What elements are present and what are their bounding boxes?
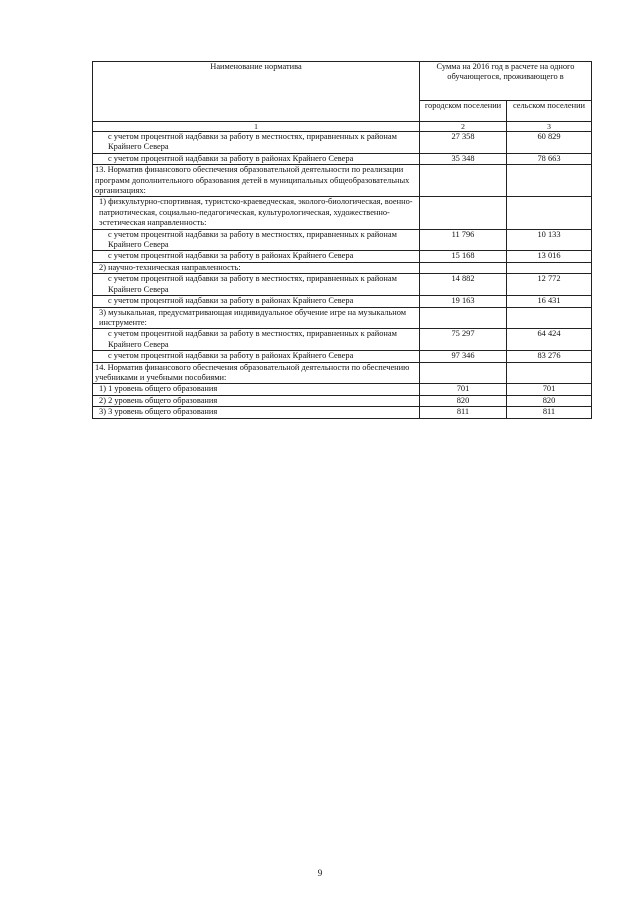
col-number-1: 1 [93,122,420,132]
row-urban-value: 35 348 [420,153,507,164]
row-urban-value: 75 297 [420,329,507,351]
norm-table [92,61,592,419]
row-label: с учетом процентной надбавки за работу в районах Крайнего Севера [93,251,420,262]
row-rural-value: 12 772 [507,274,592,296]
row-label: с учетом процентной надбавки за работу в районах Крайнего Севера [93,296,420,307]
header-urban: городском поселении [420,101,507,122]
row-urban-value [420,362,507,384]
row-urban-value: 14 882 [420,274,507,296]
table-row [93,197,592,229]
row-rural-value [507,165,592,197]
row-rural-value [507,307,592,329]
table-row [93,407,592,418]
header-sum-col: Сумма на 2016 год в расчете на одного обучающегося, проживающего в [420,62,592,101]
table-row [93,395,592,406]
table-row [93,132,592,154]
page-number: 9 [317,868,323,878]
row-rural-value [507,262,592,273]
column-number-row [93,122,592,132]
row-rural-value [507,197,592,229]
row-label: с учетом процентной надбавки за работу в местностях, приравненных к районам Крайнего Севера [93,329,420,351]
row-label: 1) физкультурно-спортивная, туристско-краеведческая, эколого-биологическая, военно-патриотическая, социально-педагогическая, культурологическая, художественно-эстетическая направленность: [93,197,420,229]
row-rural-value: 78 663 [507,153,592,164]
row-urban-value: 97 346 [420,351,507,362]
table-row [93,362,592,384]
table-row [93,251,592,262]
row-rural-value: 60 829 [507,132,592,154]
table-row [93,229,592,251]
header-row [93,62,592,101]
row-rural-value [507,362,592,384]
table-row [93,274,592,296]
table-row [93,384,592,395]
row-rural-value: 13 016 [507,251,592,262]
row-urban-value: 701 [420,384,507,395]
row-rural-value: 10 133 [507,229,592,251]
row-urban-value: 11 796 [420,229,507,251]
row-urban-value [420,262,507,273]
table-row [93,262,592,273]
row-label: 3) 3 уровень общего образования [93,407,420,418]
row-label: с учетом процентной надбавки за работу в местностях, приравненных к районам Крайнего Севера [93,274,420,296]
header-name-col: Наименование норматива [93,62,420,122]
row-urban-value: 820 [420,395,507,406]
table-row [93,165,592,197]
row-label: 1) 1 уровень общего образования [93,384,420,395]
row-label: с учетом процентной надбавки за работу в местностях, приравненных к районам Крайнего Севера [93,132,420,154]
row-rural-value: 820 [507,395,592,406]
row-urban-value: 19 163 [420,296,507,307]
row-rural-value: 83 276 [507,351,592,362]
col-number-2: 2 [420,122,507,132]
row-label: 14. Норматив финансового обеспечения образовательной деятельности по обеспечению учебниками и учебными пособиями: [93,362,420,384]
table-row [93,351,592,362]
row-rural-value: 701 [507,384,592,395]
row-urban-value [420,165,507,197]
row-label: 13. Норматив финансового обеспечения образовательной деятельности по реализации программ дополнительного образования детей в муниципальных общеобразовательных организациях: [93,165,420,197]
table-row [93,153,592,164]
row-label: с учетом процентной надбавки за работу в районах Крайнего Севера [93,351,420,362]
header-rural: сельском поселении [507,101,592,122]
row-urban-value [420,307,507,329]
row-label: с учетом процентной надбавки за работу в районах Крайнего Севера [93,153,420,164]
col-number-3: 3 [507,122,592,132]
row-rural-value: 811 [507,407,592,418]
row-urban-value [420,197,507,229]
row-urban-value: 15 168 [420,251,507,262]
table-row [93,296,592,307]
table-row [93,307,592,329]
row-urban-value: 811 [420,407,507,418]
row-label: 3) музыкальная, предусматривающая индивидуальное обучение игре на музыкальном инструменте: [93,307,420,329]
row-urban-value: 27 358 [420,132,507,154]
table-row [93,329,592,351]
row-rural-value: 16 431 [507,296,592,307]
row-label: 2) научно-техническая направленность: [93,262,420,273]
row-label: с учетом процентной надбавки за работу в местностях, приравненных к районам Крайнего Севера [93,229,420,251]
row-label: 2) 2 уровень общего образования [93,395,420,406]
row-rural-value: 64 424 [507,329,592,351]
